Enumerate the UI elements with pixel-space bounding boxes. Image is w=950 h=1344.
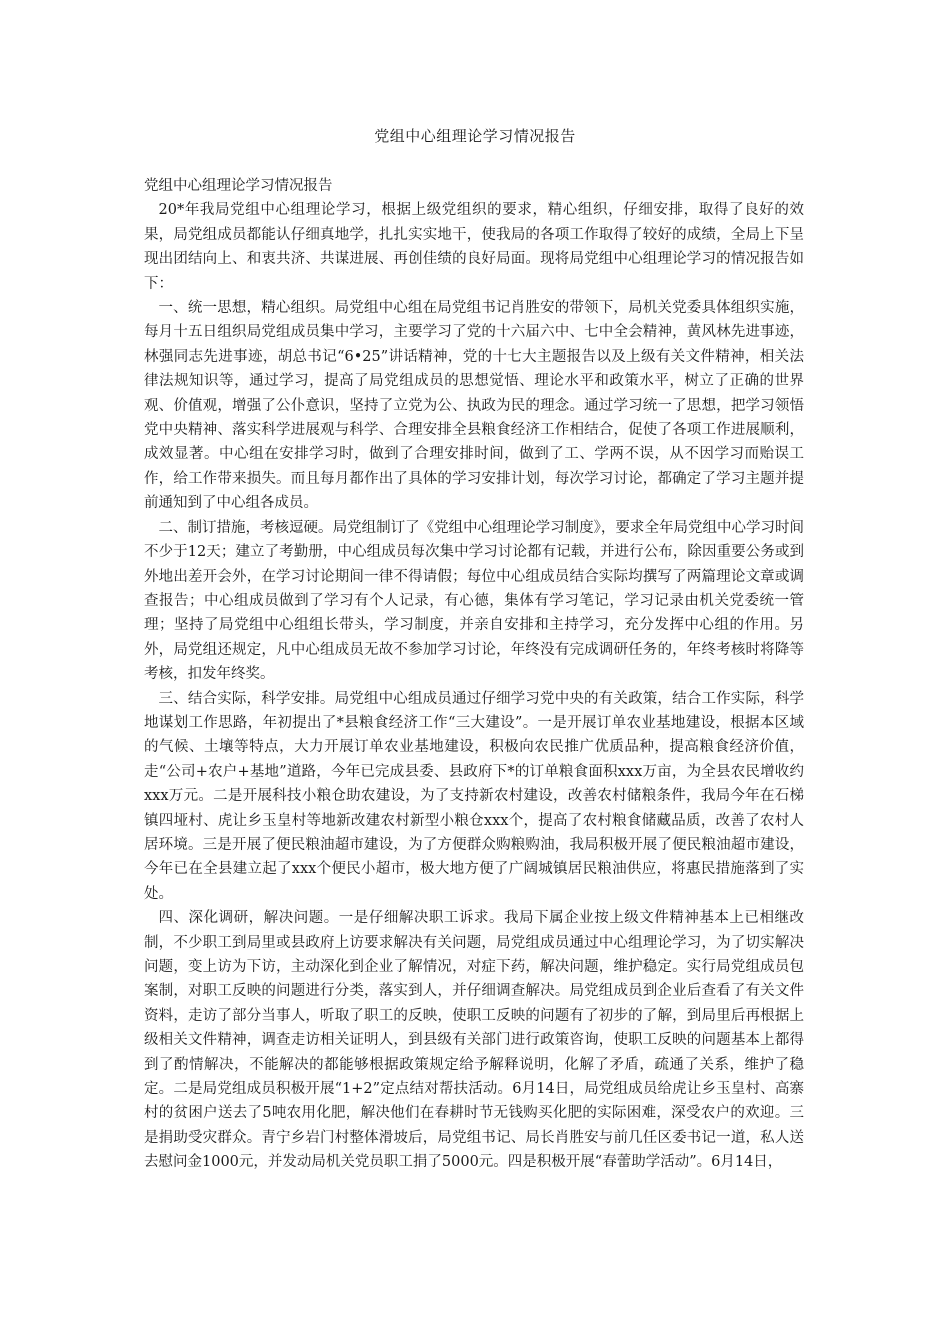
paragraph-section-2: 二、制订措施，考核逗硬。局党组制订了《党组中心组理论学习制度》，要求全年局党组中心学习时间不少于12天；建立了考勤册，中心组成员每次集中学习讨论都有记载，并进行公布，除因重要公务或到外地出差开会外，在学习讨论期间一律不得请假；每位中心组成员结合实际均撰写了两篇理论文章或调查报告；中心组成员做到了学习有个人记录，有心德，集体有学习笔记，学习记录由机关党委统一管理；坚持了局党组中心组组长带头，学习制度，并亲自安排和主持学习，充分发挥中心组的作用。另外，局党组还规定，凡中心组成员无故不参加学习讨论，年终没有完成调研任务的，年终考核时将降等考核，扣发年终奖。	[144, 519, 804, 683]
paragraph-intro: 20*年我局党组中心组理论学习，根据上级党组织的要求，精心组织，仔细安排，取得了良好的效果，局党组成员都能认仔细真地学，扎扎实实地干，使我局的各项工作取得了较好的成绩，全局上下呈现出团结向上、和衷共济、共谋进展、再创佳绩的良好局面。现将局党组中心组理论学习的情况报告如下：	[144, 202, 804, 292]
paragraph-section-4: 四、深化调研，解决问题。一是仔细解决职工诉求。我局下属企业按上级文件精神基本上已相继改制，不少职工到局里或县政府上访要求解决有关问题，局党组成员通过中心组理论学习，为了切实解决问题，变上访为下访，主动深化到企业了解情况，对症下药，解决问题，维护稳定。实行局党组成员包案制，对职工反映的问题进行分类，落实到人，并仔细调查解决。局党组成员到企业后查看了有关文件资料，走访了部分当事人，听取了职工的反映，使职工反映的问题有了初步的了解，到局里后再根据上级相关文件精神，调查走访相关证明人，到县级有关部门进行政策咨询，使职工反映的问题基本上都得到了酌情解决，不能解决的都能够根据政策规定给予解释说明，化解了矛盾，疏通了关系，维护了稳定。二是局党组成员积极开展“1+2”定点结对帮扶活动。6月14日，局党组成员给虎让乡玉皇村、高寨村的贫困户送去了5吨农用化肥，解决他们在春耕时节无钱购买化肥的实际困难，深受农户的欢迎。三是捐助受灾群众。青宁乡岩门村整体滑坡后，局党组书记、局长肖胜安与前几任区委书记一道，私人送去慰问金1000元，并发动局机关党员职工捐了5000元。四是积极开展“春蕾助学活动”。6月14日，	[144, 910, 804, 1171]
document-body	[144, 174, 804, 1175]
paragraph-section-3: 三、结合实际，科学安排。局党组中心组成员通过仔细学习党中央的有关政策，结合工作实际，科学地谋划工作思路，年初提出了*县粮食经济工作“三大建设”。一是开展订单农业基地建设，根据本区域的气候、土壤等特点，大力开展订单农业基地建设，积极向农民推广优质品种，提高粮食经济价值，走“公司+农户+基地”道路，今年已完成县委、县政府下*的订单粮食面积xxx万亩，为全县农民增收约xxx万元。二是开展科技小粮仓助农建设，为了支持新农村建设，改善农村储粮条件，我局今年在石梯镇四垭村、虎让乡玉皇村等地新改建农村新型小粮仓xxx个，提高了农村粮食储藏品质，改善了农村人居环境。三是开展了便民粮油超市建设，为了方便群众购粮购油，我局积极开展了便民粮油超市建设，今年已在全县建立起了xxx个便民小超市，极大地方便了广阔城镇居民粮油供应，将惠民措施落到了实处。	[144, 690, 804, 902]
document-subtitle: 党组中心组理论学习情况报告	[144, 178, 333, 194]
document-title: 党组中心组理论学习情况报告	[374, 127, 576, 145]
paragraph-section-1: 一、统一思想，精心组织。局党组中心组在局党组书记肖胜安的带领下，局机关党委具体组织实施，每月十五日组织局党组成员集中学习，主要学习了党的十六届六中、七中全会精神，黄风林先进事迹，林强同志先进事迹，胡总书记“6•25”讲话精神，党的十七大主题报告以及上级有关文件精神，相关法律法规知识等，通过学习，提高了局党组成员的思想觉悟、理论水平和政策水平，树立了正确的世界观、价值观，增强了公仆意识，坚持了立党为公、执政为民的理念。通过学习统一了思想，把学习领悟党中央精神、落实科学进展观与科学、合理安排全县粮食经济工作相结合，促使了各项工作进展顺利，成效显著。中心组在安排学习时，做到了合理安排时间，做到了工、学两不误，从不因学习而贻误工作，给工作带来损失。而且每月都作出了具体的学习安排计划，每次学习讨论，都确定了学习主题并提前通知到了中心组各成员。	[144, 300, 804, 512]
